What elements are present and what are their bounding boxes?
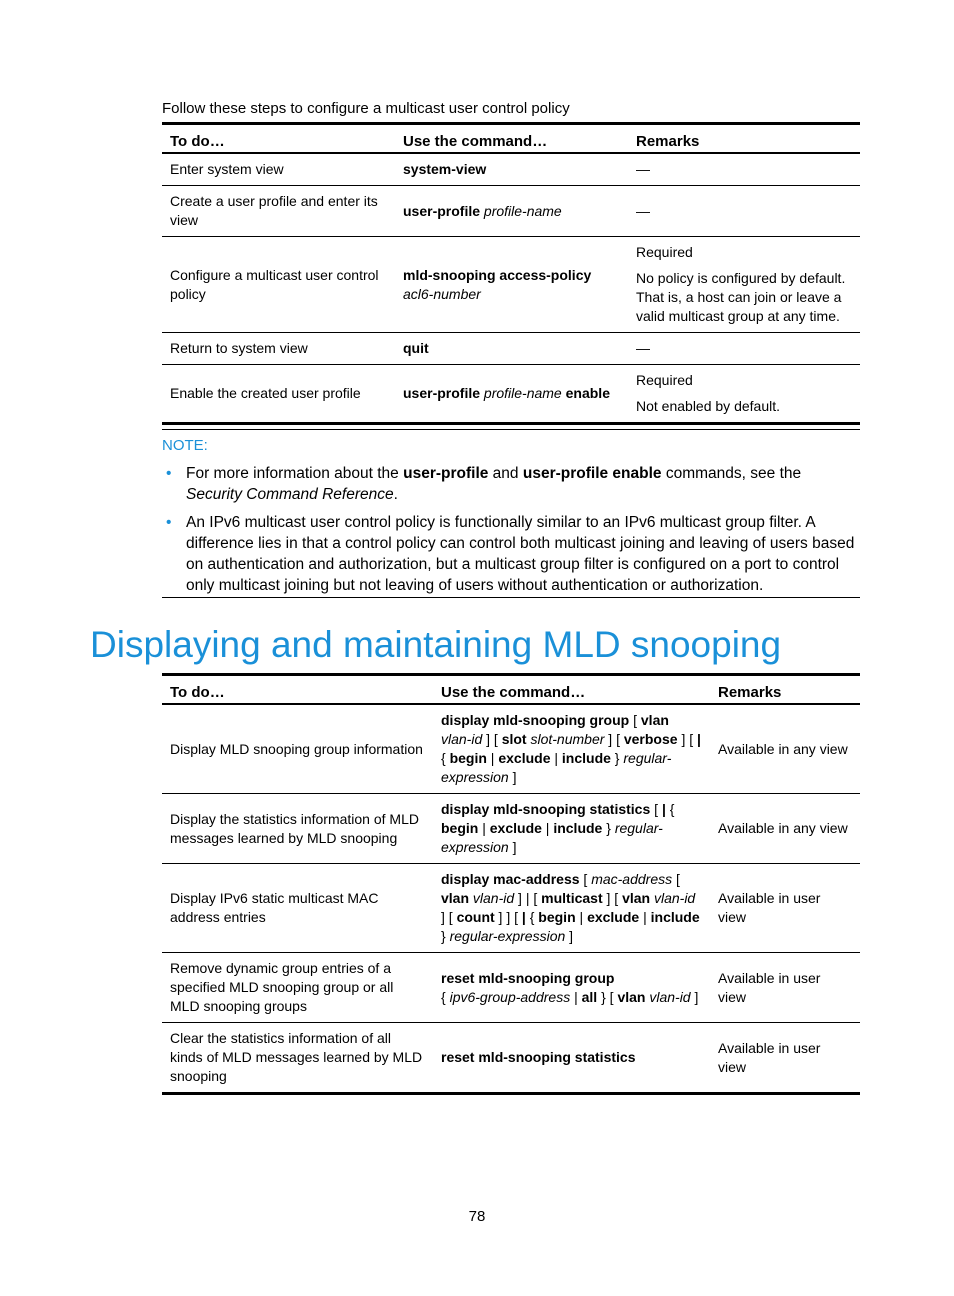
remarks-cell — [628, 153, 860, 186]
command-cell: user-profile profile-name — [403, 202, 562, 219]
todo-cell: Return to system view — [170, 340, 308, 356]
intro-text: Follow these steps to configure a multicast user control policy — [162, 100, 570, 117]
table-row — [162, 365, 860, 424]
remarks-cell — [710, 953, 860, 1023]
todo-cell: Display MLD snooping group information — [170, 740, 423, 757]
table-row — [162, 794, 860, 864]
note-item — [162, 463, 860, 505]
remarks-cell — [628, 365, 860, 424]
display-maintain-table — [162, 673, 860, 1095]
note-box — [162, 429, 860, 598]
command-cell: user-profile profile-name enable — [403, 385, 610, 401]
remark-text: Available in user view — [718, 890, 821, 925]
todo-cell: Display IPv6 static multicast MAC address entries — [170, 890, 379, 925]
remark-text: — — [636, 161, 650, 177]
command-cell: display mld-snooping statistics [ | { begin | exclude | include } regular-expression ] — [441, 801, 675, 855]
command-cell: mld-snooping access-policy acl6-number — [403, 266, 592, 302]
remark-text: Available in user view — [718, 1039, 821, 1075]
todo-cell: Enable the created user profile — [170, 385, 361, 401]
header-command: Use the command… — [441, 684, 586, 701]
remarks-cell — [628, 237, 860, 333]
command-cell: quit — [403, 340, 429, 356]
note-list — [162, 463, 860, 603]
table-body — [162, 153, 860, 424]
table-row — [162, 704, 860, 794]
table-row — [162, 953, 860, 1023]
remark-text: Not enabled by default. — [636, 398, 780, 414]
header-command: Use the command… — [403, 133, 548, 150]
table-header-row — [162, 124, 860, 154]
remark-text: Required — [636, 244, 693, 260]
note-text: For more information about the user-profile and user-profile enable commands, see the Security Command Reference. — [186, 465, 802, 503]
remarks-cell — [628, 333, 860, 365]
remark-text: — — [636, 340, 650, 356]
bullet-icon: • — [166, 465, 172, 482]
remark-text: Available in any view — [718, 820, 848, 836]
bullet-icon: • — [166, 514, 172, 531]
command-cell: display mac-address [ mac-address [ vlan vlan-id ] | [ multicast ] [ vlan vlan-id ] [ count ] ] [ | { begin | exclude | include } regular-expression ] — [441, 871, 700, 944]
table-row — [162, 1023, 860, 1094]
command-cell: system-view — [403, 161, 487, 177]
table-row — [162, 333, 860, 365]
header-remarks: Remarks — [718, 684, 782, 701]
table-row — [162, 864, 860, 953]
command-cell: display mld-snooping group [ vlan vlan-id ] [ slot slot-number ] [ verbose ] [ | { begin | exclude | include } regular-expression ] — [441, 712, 701, 785]
todo-cell: Create a user profile and enter its view — [170, 193, 378, 228]
todo-cell: Remove dynamic group entries of a specified MLD snooping group or all MLD snooping groups — [170, 960, 394, 1014]
remark-text: No policy is configured by default. That is, a host can join or leave a valid multicast group at any time. — [636, 270, 846, 324]
todo-cell: Enter system view — [170, 161, 284, 177]
todo-cell: Configure a multicast user control policy — [170, 266, 379, 302]
note-label: NOTE: — [162, 437, 208, 454]
remark-text: Available in user view — [718, 969, 821, 1005]
command-cell: reset mld-snooping group { ipv6-group-address | all } [ vlan vlan-id ] — [441, 969, 699, 1005]
header-todo: To do… — [170, 133, 225, 150]
remark-text: — — [636, 202, 650, 219]
header-remarks: Remarks — [636, 133, 700, 150]
remarks-cell — [710, 864, 860, 953]
table-row — [162, 186, 860, 237]
remarks-cell — [710, 1023, 860, 1094]
remarks-cell — [628, 186, 860, 237]
table-body — [162, 704, 860, 1094]
note-item — [162, 512, 860, 596]
remarks-cell — [710, 794, 860, 864]
table-row — [162, 153, 860, 186]
page-number: 78 — [468, 1208, 486, 1225]
table-row — [162, 237, 860, 333]
note-text: An IPv6 multicast user control policy is functionally similar to an IPv6 multicast group filter. A difference lies in that a control policy can control both multicast joining and leaving of users based on authentication and authorization, but a multicast group filter is configured on a port to control only multicast joining but not leaving of users without authentication or authorization. — [186, 514, 855, 594]
todo-cell: Display the statistics information of MLD messages learned by MLD snooping — [170, 810, 419, 846]
table-header-row — [162, 675, 860, 705]
user-control-policy-table — [162, 122, 860, 425]
section-heading: Displaying and maintaining MLD snooping — [90, 624, 782, 665]
remark-text: Available in any view — [718, 740, 848, 757]
header-todo: To do… — [170, 684, 225, 701]
remark-text: Required — [636, 372, 693, 388]
todo-cell: Clear the statistics information of all kinds of MLD messages learned by MLD snooping — [170, 1030, 423, 1084]
command-cell: reset mld-snooping statistics — [441, 1049, 636, 1065]
remarks-cell — [710, 704, 860, 794]
